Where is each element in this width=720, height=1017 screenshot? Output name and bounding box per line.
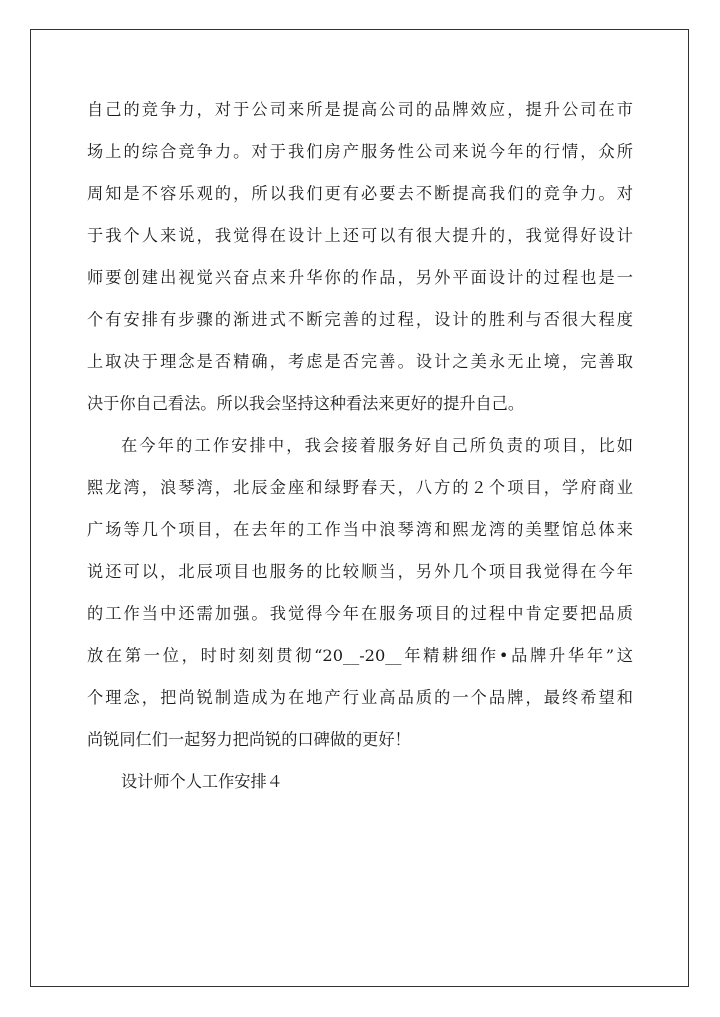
- text-line: 周知是不容乐观的，所以我们更有必要去不断提高我们的竞争力。对: [87, 184, 633, 203]
- paragraph-competitiveness: [87, 92, 633, 428]
- section-heading: 设计师个人工作安排４: [121, 772, 283, 791]
- text-line: 决于你自己看法。所以我会坚持这种看法来更好的提升自己。: [87, 394, 525, 413]
- text-line: 放在第一位，时时刻刻贯彻“20__-20__年精耕细作•品牌升华年”这: [87, 646, 633, 665]
- text-line: 的工作当中还需加强。我觉得今年在服务项目的过程中肯定要把品质: [87, 604, 633, 623]
- text-line: 个理念，把尚锐制造成为在地产行业高品质的一个品牌，最终希望和: [87, 688, 633, 707]
- paragraph-work-plan: [87, 428, 633, 764]
- text-line: 在今年的工作安排中，我会接着服务好自己所负责的项目，比如: [121, 436, 633, 455]
- text-line: 广场等几个项目，在去年的工作当中浪琴湾和熙龙湾的美墅馆总体来: [87, 520, 633, 539]
- text-line: 师要创建出视觉兴奋点来升华你的作品，另外平面设计的过程也是一: [87, 268, 633, 287]
- text-line: 上取决于理念是否精确，考虑是否完善。设计之美永无止境，完善取: [87, 352, 633, 371]
- text-line: 尚锐同仁们一起努力把尚锐的口碑做的更好！: [87, 730, 411, 749]
- document-body: [87, 92, 633, 806]
- text-line: 说还可以，北辰项目也服务的比较顺当，另外几个项目我觉得在今年: [87, 562, 633, 581]
- text-line: 于我个人来说，我觉得在设计上还可以有很大提升的，我觉得好设计: [87, 226, 633, 245]
- text-line: 场上的综合竞争力。对于我们房产服务性公司来说今年的行情，众所: [87, 142, 633, 161]
- text-line: 个有安排有步骤的渐进式不断完善的过程，设计的胜利与否很大程度: [87, 310, 633, 329]
- text-line: 自己的竞争力，对于公司来所是提高公司的品牌效应，提升公司在市: [87, 100, 633, 119]
- text-line: 熙龙湾，浪琴湾，北辰金座和绿野春天，八方的２个项目，学府商业: [87, 478, 633, 497]
